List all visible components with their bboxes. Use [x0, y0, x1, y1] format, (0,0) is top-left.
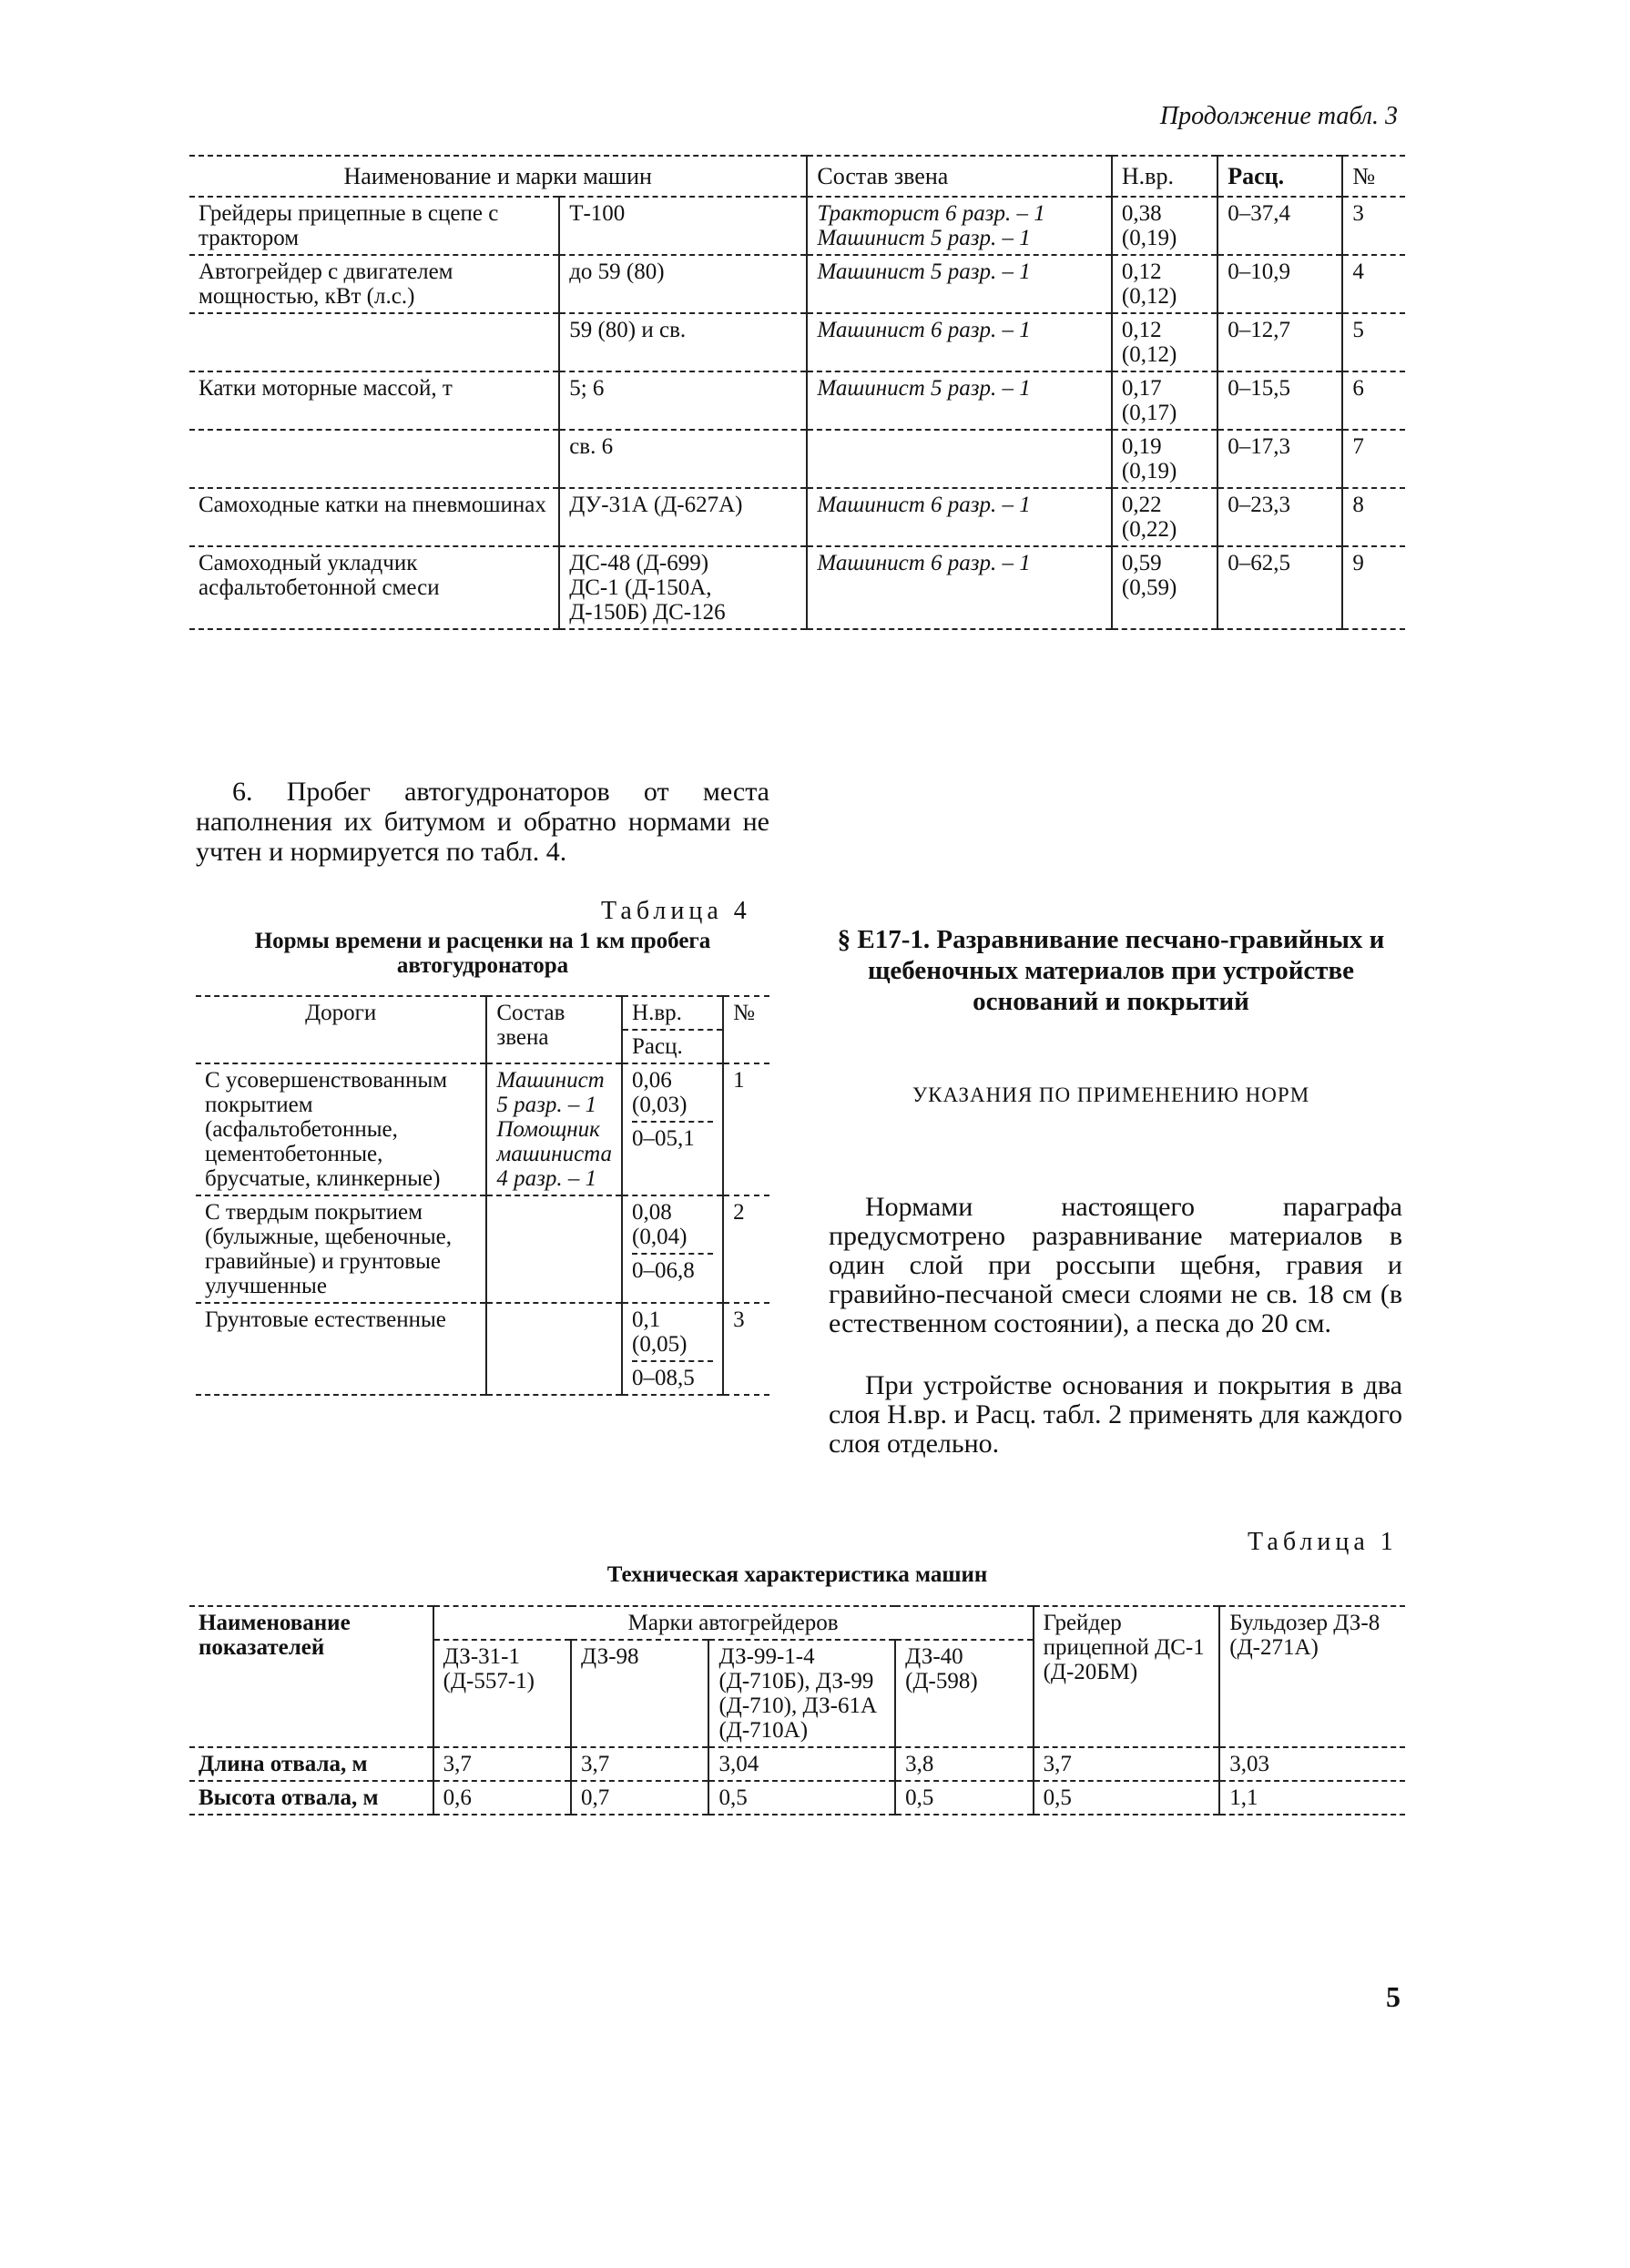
crew-cell-empty [486, 1303, 622, 1395]
t1-header-name: Наименование показателей [199, 1611, 351, 1660]
continuation-label: Продолжение табл. 3 [1159, 102, 1398, 130]
row-number: 1 [723, 1063, 769, 1195]
indicator-value: 3,04 [708, 1747, 895, 1781]
machine-mark: Т-100 [559, 197, 807, 255]
time-norm: 0,22 (0,22) [1112, 488, 1217, 546]
table-row [189, 255, 1405, 313]
indicator-value: 3,7 [1034, 1747, 1220, 1781]
crew-composition: Машинист 5 разр. – 1 [807, 255, 1112, 313]
t4-header-nvr: Н.вр. [622, 996, 723, 1030]
indicator-value: 3,8 [895, 1747, 1033, 1781]
table-row [189, 313, 1405, 371]
machine-name [189, 430, 559, 488]
model-header: ДЗ-98 [571, 1640, 708, 1747]
norm-and-rate [622, 1195, 723, 1303]
table-1-body [189, 1747, 1405, 1815]
road-type: Грунтовые естественные [205, 1307, 446, 1332]
table-row [189, 1747, 1405, 1781]
time-norm: 0,38 (0,19) [1112, 197, 1217, 255]
table-row [196, 1303, 769, 1395]
table-row [196, 1195, 769, 1303]
indicator-value: 1,1 [1219, 1781, 1405, 1815]
indicator-value: 3,7 [433, 1747, 571, 1781]
time-norm: 0,12 (0,12) [1112, 255, 1217, 313]
t4-header-rasc: Расц. [622, 1030, 723, 1063]
norm-and-rate [622, 1303, 723, 1395]
rate: 0–12,7 [1217, 313, 1342, 371]
rate: 0–15,5 [1217, 371, 1342, 430]
table-row [189, 371, 1405, 430]
table-4-label: Таблица 4 [601, 897, 751, 925]
machine-mark: 59 (80) и св. [559, 313, 807, 371]
crew-cell-empty [486, 1195, 622, 1303]
road-type: С усовершенствованным покрытием (асфальтобетонные, цементобетонные, брусчатые, клинкерные) [205, 1068, 448, 1191]
row-number: 7 [1342, 430, 1405, 488]
machine-name: Катки моторные массой, т [199, 376, 453, 401]
section-title: § Е17-1. Разравнивание песчано-гравийных и щебеночных материалов при устройстве оснований и покрытий [837, 925, 1385, 1016]
table-row [189, 488, 1405, 546]
row-number: 5 [1342, 313, 1405, 371]
row-number: 4 [1342, 255, 1405, 313]
paragraph-6: 6. Пробег автогудронаторов от места наполнения их битумом и обратно нормами не учтен и нормируется по табл. 4. [196, 777, 769, 867]
crew-composition: Машинист 6 разр. – 1 [807, 546, 1112, 629]
norm-and-rate [622, 1063, 723, 1195]
rate: 0–06,8 [632, 1253, 713, 1283]
rate: 0–62,5 [1217, 546, 1342, 629]
table-1-title: Техническая характеристика машин [606, 1562, 988, 1587]
indicator-value: 0,5 [708, 1781, 895, 1815]
machine-name: Самоходный укладчик асфальтобетонной смеси [199, 551, 440, 600]
t1-header-group: Марки автогрейдеров [433, 1606, 1034, 1640]
section-subtitle: УКАЗАНИЯ ПО ПРИМЕНЕНИЮ НОРМ [912, 1083, 1310, 1106]
indicator-value: 0,7 [571, 1781, 708, 1815]
rate: 0–10,9 [1217, 255, 1342, 313]
table-1 [189, 1605, 1405, 1815]
crew-composition: Машинист 5 разр. – 1 Помощник машиниста 4 разр. – 1 [486, 1063, 622, 1195]
indicator-value: 3,03 [1219, 1747, 1405, 1781]
section-paragraph-1: Нормами настоящего параграфа предусмотрено разравнивание материалов в один слой при россыпи щебня, гравия и гравийно-песчаной смеси слоями не св. 18 см (в естественном состоянии), а песка до 20 см. [829, 1192, 1402, 1338]
machine-name: Автогрейдер с двигателем мощностью, кВт (л.с.) [199, 259, 453, 309]
table-row [189, 197, 1405, 255]
indicator-name: Длина отвала, м [199, 1752, 368, 1776]
table-4-body [196, 1063, 769, 1395]
machine-mark: св. 6 [559, 430, 807, 488]
time-norm: 0,17 (0,17) [1112, 371, 1217, 430]
table-row [189, 430, 1405, 488]
col-header-name: Наименование и марки машин [343, 163, 652, 189]
col-header-crew: Состав звена [807, 156, 1112, 197]
t4-header-crew: Состав звена [486, 996, 622, 1063]
table-row [189, 546, 1405, 629]
crew-composition [807, 430, 1112, 488]
indicator-value: 3,7 [571, 1747, 708, 1781]
t4-header-roads: Дороги [305, 1001, 377, 1025]
machine-name [189, 313, 559, 371]
machine-name: Грейдеры прицепные в сцепе с трактором [199, 201, 499, 250]
road-type: С твердым покрытием (булыжные, щебеночные, гравийные) и грунтовые улучшенные [205, 1200, 452, 1298]
row-number: 2 [723, 1195, 769, 1303]
time-norm: 0,06 (0,03) [632, 1068, 688, 1117]
row-number: 9 [1342, 546, 1405, 629]
time-norm: 0,1 (0,05) [632, 1307, 688, 1357]
crew-composition: Машинист 6 разр. – 1 [807, 488, 1112, 546]
machine-mark: ДУ-31А (Д-627А) [559, 488, 807, 546]
machine-mark: ДС-48 (Д-699) ДС-1 (Д-150А, Д-150Б) ДС-126 [559, 546, 807, 629]
t4-header-no: № [723, 996, 769, 1063]
col-header-no: № [1342, 156, 1405, 197]
t1-header-grader: Грейдер прицепной ДС-1 (Д-20БМ) [1034, 1606, 1220, 1747]
col-header-rasc: Расц. [1217, 156, 1342, 197]
time-norm: 0,59 (0,59) [1112, 546, 1217, 629]
time-norm: 0,12 (0,12) [1112, 313, 1217, 371]
indicator-value: 0,6 [433, 1781, 571, 1815]
col-header-nvr: Н.вр. [1112, 156, 1217, 197]
machine-name: Самоходные катки на пневмошинах [199, 493, 546, 517]
row-number: 3 [723, 1303, 769, 1395]
indicator-name: Высота отвала, м [199, 1785, 379, 1810]
rate: 0–37,4 [1217, 197, 1342, 255]
model-header: ДЗ-31-1 (Д-557-1) [433, 1640, 571, 1747]
rate: 0–05,1 [632, 1121, 713, 1151]
table-3-body [189, 197, 1405, 629]
indicator-value: 0,5 [1034, 1781, 1220, 1815]
table-row [196, 1063, 769, 1195]
page-number: 5 [1386, 1980, 1401, 2013]
rate: 0–08,5 [632, 1360, 713, 1390]
model-header: ДЗ-99-1-4 (Д-710Б), ДЗ-99 (Д-710), ДЗ-61А (Д-710А) [708, 1640, 895, 1747]
table-3 [189, 155, 1405, 630]
crew-composition: Тракторист 6 разр. – 1 Машинист 5 разр. – 1 [807, 197, 1112, 255]
time-norm: 0,08 (0,04) [632, 1200, 688, 1249]
table-row [189, 1781, 1405, 1815]
machine-mark: 5; 6 [559, 371, 807, 430]
table-4 [196, 995, 769, 1396]
model-header: ДЗ-40 (Д-598) [895, 1640, 1033, 1747]
crew-composition: Машинист 5 разр. – 1 [807, 371, 1112, 430]
row-number: 3 [1342, 197, 1405, 255]
crew-composition: Машинист 6 разр. – 1 [807, 313, 1112, 371]
indicator-value: 0,5 [895, 1781, 1033, 1815]
rate: 0–23,3 [1217, 488, 1342, 546]
machine-mark: до 59 (80) [559, 255, 807, 313]
section-paragraph-2: При устройстве основания и покрытия в два слоя Н.вр. и Расц. табл. 2 применять для каждого слоя отдельно. [829, 1370, 1402, 1459]
time-norm: 0,19 (0,19) [1112, 430, 1217, 488]
table-1-label: Таблица 1 [1248, 1528, 1398, 1556]
table-4-title: Нормы времени и расценки на 1 км пробега автогудронатора [254, 929, 711, 978]
row-number: 8 [1342, 488, 1405, 546]
row-number: 6 [1342, 371, 1405, 430]
t1-header-bulldozer: Бульдозер ДЗ-8 (Д-271А) [1219, 1606, 1405, 1747]
rate: 0–17,3 [1217, 430, 1342, 488]
